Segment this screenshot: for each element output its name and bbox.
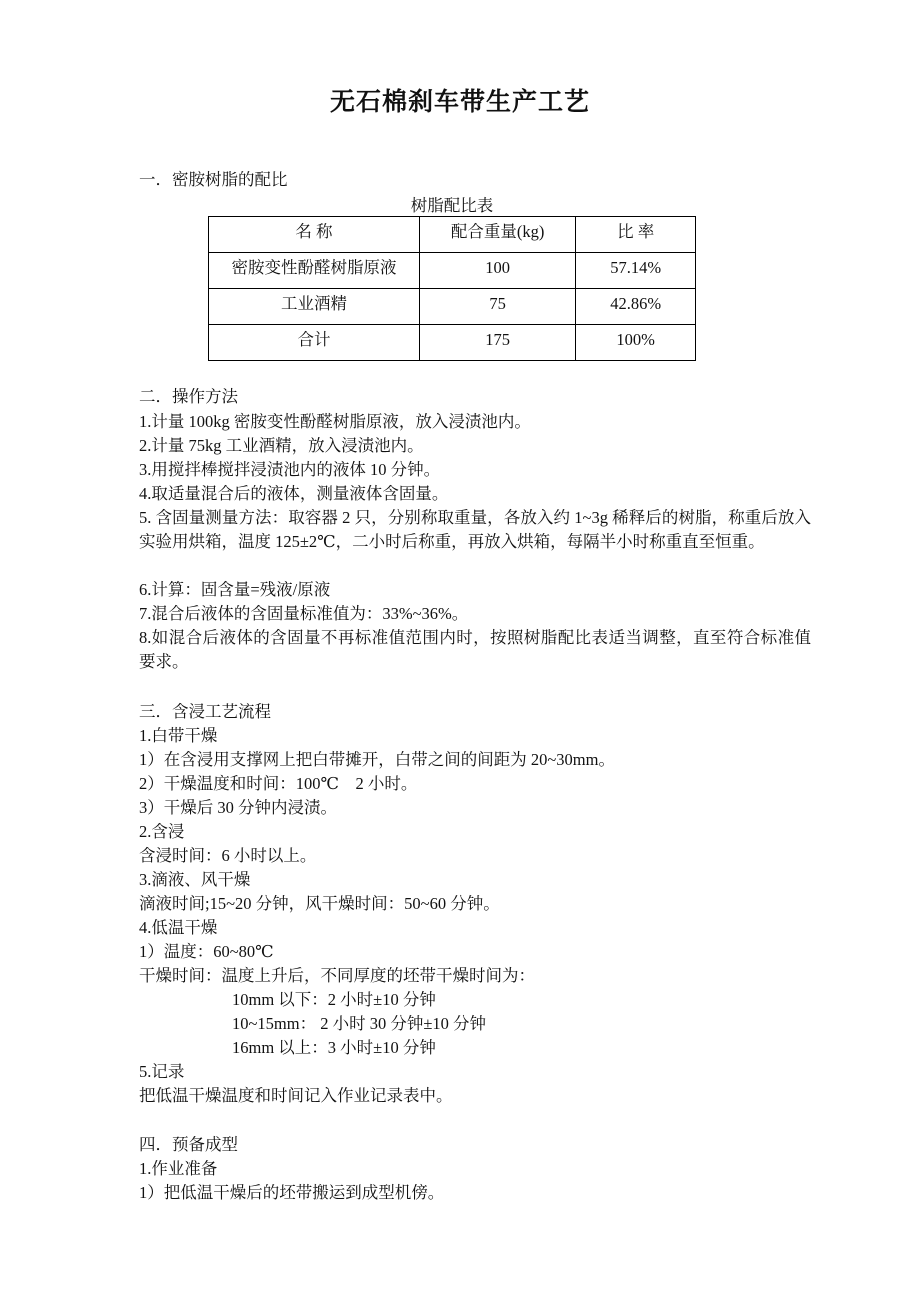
table-caption: 树脂配比表 (410, 196, 494, 215)
section-1-heading: 一．密胺树脂的配比 (139, 170, 288, 189)
paragraph-line: 10~15mm： 2 小时 30 分钟±10 分钟 (232, 1014, 487, 1033)
section-4-heading: 四．预备成型 (139, 1135, 238, 1154)
paragraph-line: 7.混合后液体的含固量标准值为：33%~36%。 (139, 604, 469, 623)
paragraph-line: 3.用搅拌棒搅拌浸渍池内的液体 10 分钟。 (139, 460, 441, 479)
paragraph-line: 1）在含浸用支撑网上把白带摊开，白带之间的间距为 20~30mm。 (139, 750, 615, 769)
paragraph-line: 1.白带干燥 (139, 726, 218, 745)
table-cell: 42.86% (576, 289, 696, 325)
table-cell: 密胺变性酚醛树脂原液 (209, 253, 420, 289)
paragraph-line: 8.如混合后液体的含固量不再标准值范围内时，按照树脂配比表适当调整，直至符合标准值要求。 (139, 628, 811, 671)
table-header-row (209, 217, 696, 253)
section-3-heading: 三．含浸工艺流程 (139, 702, 271, 721)
paragraph-line: 干燥时间：温度上升后，不同厚度的坯带干燥时间为： (139, 966, 535, 985)
paragraph-line: 4.低温干燥 (139, 918, 218, 937)
paragraph-line: 5. 含固量测量方法：取容器 2 只，分别称取重量，各放入约 1~3g 稀释后的树脂，称重后放入实验用烘箱，温度 125±2℃，二小时后称重，再放入烘箱，每隔半小时称重直至恒重。 (139, 508, 811, 551)
paragraph-line: 3）干燥后 30 分钟内浸渍。 (139, 798, 337, 817)
header-cell-weight: 配合重量(kg) (419, 217, 575, 253)
paragraph-line: 1.计量 100kg 密胺变性酚醛树脂原液，放入浸渍池内。 (139, 412, 531, 431)
paragraph-line: 把低温干燥温度和时间记入作业记录表中。 (139, 1086, 453, 1105)
table-cell: 合计 (209, 325, 420, 361)
section-2-heading: 二．操作方法 (139, 387, 238, 406)
document-title: 无石棉刹车带生产工艺 (329, 87, 590, 116)
table-cell: 175 (419, 325, 575, 361)
header-cell-ratio: 比 率 (576, 217, 696, 253)
table-cell: 100 (419, 253, 575, 289)
resin-ratio-table (208, 216, 696, 361)
table-cell: 100% (576, 325, 696, 361)
table-row (209, 289, 696, 325)
paragraph-line: 2.计量 75kg 工业酒精，放入浸渍池内。 (139, 436, 424, 455)
table-cell: 75 (419, 289, 575, 325)
paragraph-line: 1）把低温干燥后的坯带搬运到成型机傍。 (139, 1183, 445, 1202)
paragraph-line: 16mm 以上：3 小时±10 分钟 (232, 1038, 436, 1057)
paragraph-line: 6.计算：固含量=残液/原液 (139, 580, 331, 599)
paragraph-line: 10mm 以下：2 小时±10 分钟 (232, 990, 436, 1009)
paragraph-line: 含浸时间：6 小时以上。 (139, 846, 317, 865)
paragraph-line: 3.滴液、风干燥 (139, 870, 251, 889)
table-row (209, 253, 696, 289)
table-row (209, 325, 696, 361)
paragraph-line: 5.记录 (139, 1062, 185, 1081)
paragraph-line: 1.作业准备 (139, 1159, 218, 1178)
table-cell: 57.14% (576, 253, 696, 289)
header-cell-name: 名 称 (209, 217, 420, 253)
paragraph-line: 滴液时间;15~20 分钟，风干燥时间：50~60 分钟。 (139, 894, 500, 913)
table-cell: 工业酒精 (209, 289, 420, 325)
paragraph-line: 2）干燥温度和时间：100℃ 2 小时。 (139, 774, 418, 793)
paragraph-line: 4.取适量混合后的液体，测量液体含固量。 (139, 484, 449, 503)
paragraph-line: 2.含浸 (139, 822, 185, 841)
paragraph-line: 1）温度：60~80℃ (139, 942, 274, 961)
